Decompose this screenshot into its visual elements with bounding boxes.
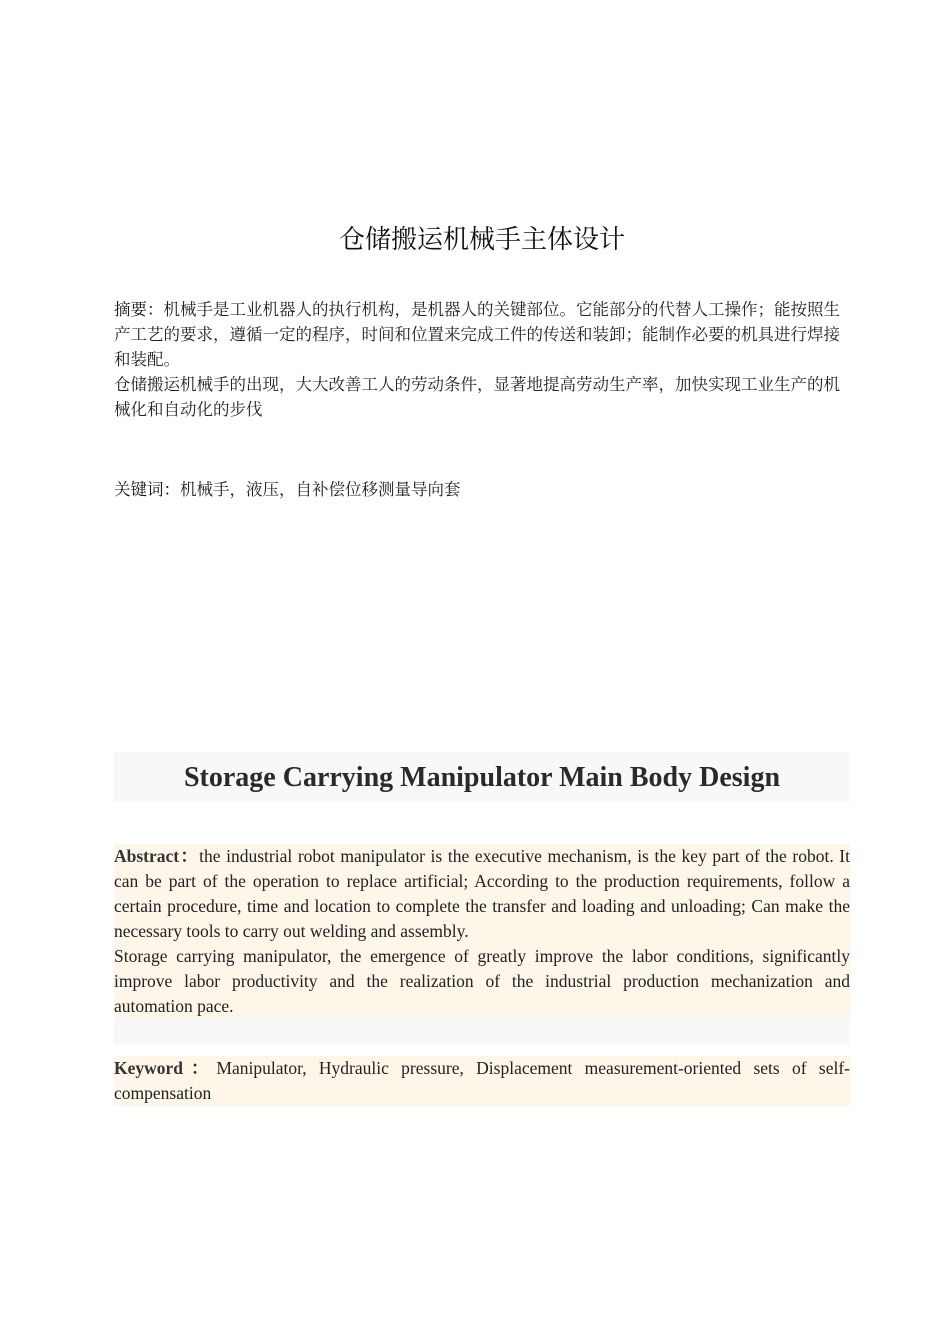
cn-abstract-text-1: 机械手是工业机器人的执行机构，是机器人的关键部位。它能部分的代替人工操作；能按照生产工艺的要求，遵循一定的程序，时间和位置来完成工件的传送和装卸；能制作必要的机具进行焊接和装配。 [114, 300, 840, 369]
en-title: Storage Carrying Manipulator Main Body Design [183, 762, 781, 793]
cn-abstract-label: 摘要： [114, 300, 164, 319]
cn-title: 仓储搬运机械手主体设计 [338, 225, 625, 255]
cn-abstract-paragraph-2: 仓储搬运机械手的出现，大大改善工人的劳动条件，显著地提高劳动生产率，加快实现工业生产的机械化和自动化的步伐 [114, 375, 840, 419]
cn-abstract [114, 297, 850, 422]
cn-keywords-label: 关键词： [114, 480, 180, 499]
en-keywords [114, 1056, 850, 1106]
cn-keywords-text: 机械手，液压，自补偿位移测量导向套 [180, 480, 461, 499]
en-keywords-text: Manipulator, Hydraulic pressure, Displacement measurement-oriented sets of self-compensation [114, 1058, 850, 1103]
en-keywords-label: Keyword： [114, 1058, 217, 1078]
en-abstract-text-1: the industrial robot manipulator is the executive mechanism, is the key part of the robot. It can be part of the operation to replace artificial; According to the production requirements, follow a certain procedure, time and location to complete the transfer and loading and unloading; Can make the necessary tools to carry out welding and assembly. [114, 846, 850, 941]
en-abstract-paragraph-1 [114, 844, 850, 944]
cn-keywords [114, 477, 850, 502]
en-abstract-label: Abstract： [114, 846, 200, 866]
spacer-row [114, 1019, 850, 1045]
en-abstract [114, 844, 850, 1019]
en-abstract-paragraph-2: Storage carrying manipulator, the emergence of greatly improve the labor conditions, significantly improve labor productivity and the realization of the industrial production mechanization and automation pace. [114, 946, 850, 1016]
cn-abstract-paragraph-1 [114, 297, 850, 372]
